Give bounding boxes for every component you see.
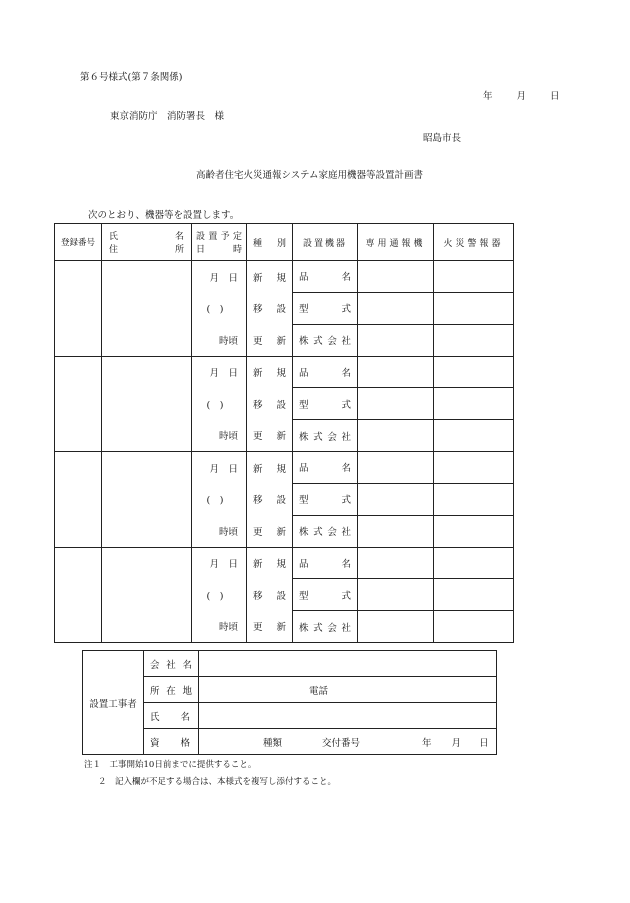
type-cell[interactable] bbox=[247, 547, 293, 643]
header-dedicated-device: 専用通報機 bbox=[358, 224, 434, 261]
equipment-label-cell: 型 式 bbox=[293, 388, 358, 420]
phone-label: 電話 bbox=[309, 685, 329, 697]
qualification-value[interactable] bbox=[199, 729, 497, 755]
header-name-address: 氏 名 住 所 bbox=[102, 224, 192, 261]
type-option: 更 新 bbox=[253, 335, 286, 347]
fire-alarm-cell[interactable] bbox=[434, 579, 514, 611]
type-option: 新 規 bbox=[253, 272, 286, 284]
schedule-cell[interactable] bbox=[192, 261, 247, 357]
dedicated-device-cell[interactable] bbox=[358, 483, 434, 515]
header-type: 種 別 bbox=[247, 224, 293, 261]
form-number: 第６号様式(第７条関係) bbox=[80, 72, 183, 83]
sender: 昭島市長 bbox=[423, 133, 462, 144]
type-option: 移 設 bbox=[253, 399, 286, 411]
type-cell[interactable] bbox=[247, 261, 293, 357]
type-option: 移 設 bbox=[253, 495, 286, 507]
registration-number-cell[interactable] bbox=[55, 452, 102, 548]
equipment-label-cell: 品 名 bbox=[293, 356, 358, 388]
dedicated-device-cell[interactable] bbox=[358, 611, 434, 643]
qualification-number-label: 交付番号 bbox=[322, 737, 361, 749]
schedule-line: 時頃 bbox=[218, 526, 238, 538]
table-row bbox=[55, 547, 514, 579]
contractor-company-row bbox=[83, 651, 497, 677]
date-year: 年 bbox=[483, 91, 493, 102]
schedule-cell[interactable] bbox=[192, 356, 247, 452]
schedule-line: 月 日 bbox=[209, 368, 238, 380]
schedule-line: 時頃 bbox=[218, 622, 238, 634]
fire-alarm-cell[interactable] bbox=[434, 324, 514, 356]
note-1: 注１ 工事開始10日前までに提供すること。 bbox=[84, 760, 257, 770]
company-label: 会 社 名 bbox=[144, 651, 199, 677]
type-cell[interactable] bbox=[247, 452, 293, 548]
schedule-cell[interactable] bbox=[192, 547, 247, 643]
type-option: 更 新 bbox=[253, 431, 286, 443]
schedule-line: 月 日 bbox=[209, 272, 238, 284]
table-header-row bbox=[55, 224, 514, 261]
equipment-label-cell: 株 式 会 社 bbox=[293, 420, 358, 452]
type-option: 更 新 bbox=[253, 526, 286, 538]
schedule-line: ( ) bbox=[206, 590, 224, 602]
equipment-plan-table bbox=[54, 223, 514, 643]
header-schedule: 設 置 予 定 日 時 bbox=[192, 224, 247, 261]
document-title: 高齢者住宅火災通報システム家庭用機器等設置計画書 bbox=[196, 170, 424, 181]
schedule-line: 時頃 bbox=[218, 431, 238, 443]
schedule-line: ( ) bbox=[206, 399, 224, 411]
name-address-cell[interactable] bbox=[102, 261, 192, 357]
registration-number-cell[interactable] bbox=[55, 547, 102, 643]
equipment-label-cell: 品 名 bbox=[293, 547, 358, 579]
equipment-label-cell: 株 式 会 社 bbox=[293, 515, 358, 547]
header-fire-alarm: 火災警報器 bbox=[434, 224, 514, 261]
fire-alarm-cell[interactable] bbox=[434, 547, 514, 579]
equipment-label-cell: 型 式 bbox=[293, 579, 358, 611]
dedicated-device-cell[interactable] bbox=[358, 420, 434, 452]
addressee: 東京消防庁 消防署長 様 bbox=[110, 111, 225, 122]
dedicated-device-cell[interactable] bbox=[358, 579, 434, 611]
company-value[interactable] bbox=[199, 651, 497, 677]
table-row bbox=[55, 452, 514, 484]
fire-alarm-cell[interactable] bbox=[434, 261, 514, 293]
date-line bbox=[483, 88, 560, 102]
fire-alarm-cell[interactable] bbox=[434, 452, 514, 484]
fire-alarm-cell[interactable] bbox=[434, 483, 514, 515]
equipment-label-cell: 株 式 会 社 bbox=[293, 324, 358, 356]
dedicated-device-cell[interactable] bbox=[358, 547, 434, 579]
table-row bbox=[55, 261, 514, 293]
equipment-label-cell: 型 式 bbox=[293, 483, 358, 515]
qualification-month: 月 bbox=[451, 737, 462, 749]
intro-text: 次のとおり、機器等を設置します。 bbox=[88, 210, 240, 221]
qualification-type-label: 種類 bbox=[263, 737, 283, 749]
dedicated-device-cell[interactable] bbox=[358, 515, 434, 547]
equipment-label-cell: 品 名 bbox=[293, 452, 358, 484]
dedicated-device-cell[interactable] bbox=[358, 261, 434, 293]
dedicated-device-cell[interactable] bbox=[358, 292, 434, 324]
dedicated-device-cell[interactable] bbox=[358, 388, 434, 420]
contractor-table bbox=[82, 650, 497, 755]
registration-number-cell[interactable] bbox=[55, 261, 102, 357]
schedule-line: ( ) bbox=[206, 304, 224, 316]
registration-number-cell[interactable] bbox=[55, 356, 102, 452]
type-option: 新 規 bbox=[253, 463, 286, 475]
qualification-year: 年 bbox=[422, 737, 432, 749]
header-equipment: 設置機器 bbox=[293, 224, 358, 261]
address-label: 所 在 地 bbox=[144, 677, 199, 703]
type-option: 新 規 bbox=[253, 559, 286, 571]
dedicated-device-cell[interactable] bbox=[358, 356, 434, 388]
schedule-line: 月 日 bbox=[209, 463, 238, 475]
fire-alarm-cell[interactable] bbox=[434, 388, 514, 420]
schedule-line: ( ) bbox=[206, 495, 224, 507]
equipment-label-cell: 株 式 会 社 bbox=[293, 611, 358, 643]
type-cell[interactable] bbox=[247, 356, 293, 452]
address-value[interactable] bbox=[199, 677, 497, 703]
schedule-line: 時頃 bbox=[218, 335, 238, 347]
contractor-address-row bbox=[83, 677, 497, 703]
contractor-name-row bbox=[83, 703, 497, 729]
qualification-day: 日 bbox=[479, 737, 489, 749]
name-address-cell[interactable] bbox=[102, 356, 192, 452]
type-option: 新 規 bbox=[253, 368, 286, 380]
name-address-cell[interactable] bbox=[102, 452, 192, 548]
fire-alarm-cell[interactable] bbox=[434, 292, 514, 324]
date-day: 日 bbox=[550, 91, 560, 102]
schedule-line: 月 日 bbox=[209, 559, 238, 571]
qualification-label: 資 格 bbox=[144, 729, 199, 755]
fire-alarm-cell[interactable] bbox=[434, 515, 514, 547]
equipment-label-cell: 型 式 bbox=[293, 292, 358, 324]
fire-alarm-cell[interactable] bbox=[434, 420, 514, 452]
dedicated-device-cell[interactable] bbox=[358, 324, 434, 356]
table-row bbox=[55, 356, 514, 388]
header-registration: 登録番号 bbox=[55, 224, 102, 261]
type-option: 移 設 bbox=[253, 590, 286, 602]
equipment-label-cell: 品 名 bbox=[293, 261, 358, 293]
fire-alarm-cell[interactable] bbox=[434, 611, 514, 643]
name-value[interactable] bbox=[199, 703, 497, 729]
schedule-cell[interactable] bbox=[192, 452, 247, 548]
fire-alarm-cell[interactable] bbox=[434, 356, 514, 388]
name-label: 氏 名 bbox=[144, 703, 199, 729]
date-month: 月 bbox=[516, 91, 527, 102]
type-option: 更 新 bbox=[253, 622, 286, 634]
name-address-cell[interactable] bbox=[102, 547, 192, 643]
note-2: ２ 記入欄が不足する場合は、本様式を複写し添付すること。 bbox=[98, 777, 337, 787]
dedicated-device-cell[interactable] bbox=[358, 452, 434, 484]
contractor-qualification-row bbox=[83, 729, 497, 755]
type-option: 移 設 bbox=[253, 304, 286, 316]
contractor-group-label: 設置工事者 bbox=[83, 651, 144, 755]
